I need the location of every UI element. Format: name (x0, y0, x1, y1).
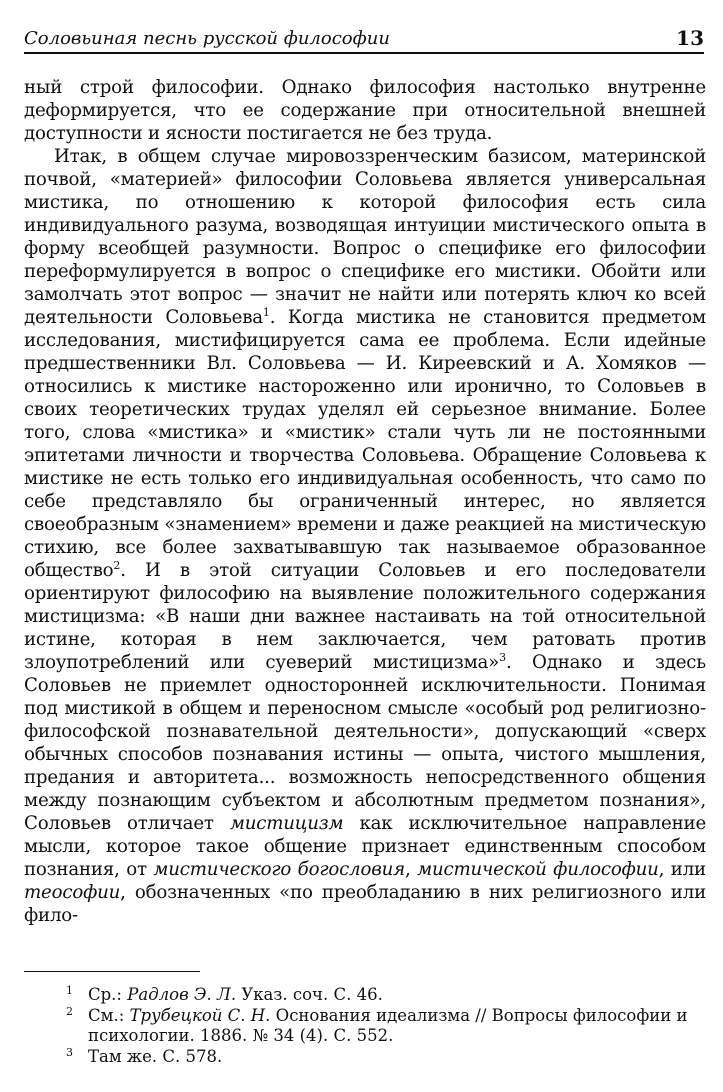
italic-text: Радлов Э. Л. (127, 985, 237, 1004)
text-run: Указ. соч. С. 46. (236, 985, 383, 1004)
text-run: . И в этой ситуации Соловьев и его последователи ориентируют философию на выявление положительного содержания мистицизма: «В наши дни важнее настаивать на той относительной истине, которая в нем заключается, чем ратовать против злоупотреблений или суеверий мистицизма» (24, 560, 706, 673)
text-run: ный строй философии. Однако философия настолько внутренне деформируется, что ее содержание при относительной внешней доступности и ясности постигается не без труда. (24, 77, 706, 144)
paragraph (24, 76, 706, 145)
footnote-number: 2 (66, 1005, 73, 1018)
footnote-ref: 2 (113, 559, 121, 572)
text-run: Там же. С. 578. (88, 1047, 223, 1066)
text-run: Основания идеализма // Вопросы философии и психологии. 1886. № 34 (4). С. 552. (88, 1006, 688, 1045)
main-text (24, 76, 706, 927)
footnote (66, 1046, 706, 1067)
italic-text: мистицизм (229, 813, 344, 834)
footnote-ref: 1 (262, 306, 270, 319)
page-number: 13 (676, 26, 704, 50)
text-run: . Когда мистика не становится предметом исследования, мистифицируется сама ее проблема. Если идейные предшественники Вл. Соловьева — И. Киреевский и А. Хомяков — относились к мистике настороженно или иронично, то Соловьев в своих теоретических трудах уделял ей серьезное внимание. Более того, слова «мистика» и «мистик» стали чуть ли не постоянными эпитетами личности и творчества Соловьева. Обращение Соловьева к мистике не есть только его индивидуальная особенность, что само по себе представляло бы ограниченный интерес, но является своеобразным «знамением» времени и даже реакцией на мистическую стихию, все более захватывавшую так называемое образованное общество (24, 307, 706, 581)
footnote (66, 1005, 706, 1046)
footnote-text (70, 1006, 706, 1046)
italic-text: мистического богословия (153, 859, 405, 880)
italic-text: теософии (24, 882, 121, 903)
text-run: как исключительное направление мысли, которое такое общение признает единственным способом познания, от (24, 813, 707, 880)
footnotes (66, 984, 706, 1068)
text-run: Итак, в общем случае мировоззренческим базисом, материнской почвой, «материей» философии Соловьева является универсальная мистика, по отношению к которой философия есть сила индивидуального разума, возводящая интуиции мистического опыта в форму всеобщей разумности. Вопрос о специфике его философии переформулируется в вопрос о специфике его мистики. Обойти или замолчать этот вопрос — значит не найти или потерять ключ ко всей деятельности Соловьева (24, 146, 706, 328)
footnote-number: 3 (66, 1046, 73, 1059)
running-header (24, 26, 704, 54)
italic-text: Трубецкой С. Н. (129, 1006, 271, 1025)
running-title: Соловьиная песнь русской философии (24, 28, 390, 49)
footnote-number: 1 (66, 984, 73, 997)
footnote-divider (24, 971, 200, 972)
paragraph (24, 145, 706, 927)
footnote-ref: 3 (499, 651, 506, 664)
text-run: Ср.: (88, 985, 128, 1004)
italic-text: мистической философии (417, 859, 659, 880)
footnote (66, 984, 706, 1005)
text-run: , (404, 859, 418, 880)
text-run: . Однако и здесь Соловьев не приемлет односторонней исключительности. Понимая под мистикой в общем и переносном смысле «особый род религиозно-философской познавательной деятельности», допускающий «сверх обычных способов познавания истины — опыта, чистого мышления, предания и авторитета... возможность непосредственного общения между познающим субъектом и абсолютным предметом познания», Соловьев отличает (24, 652, 706, 834)
text-run: См.: (88, 1006, 130, 1025)
text-run: , обозначенных «по преобладанию в них религиозного или фило- (24, 882, 706, 926)
footnote-text (70, 985, 706, 1005)
text-run: , или (658, 859, 706, 880)
footnote-text (70, 1047, 706, 1067)
